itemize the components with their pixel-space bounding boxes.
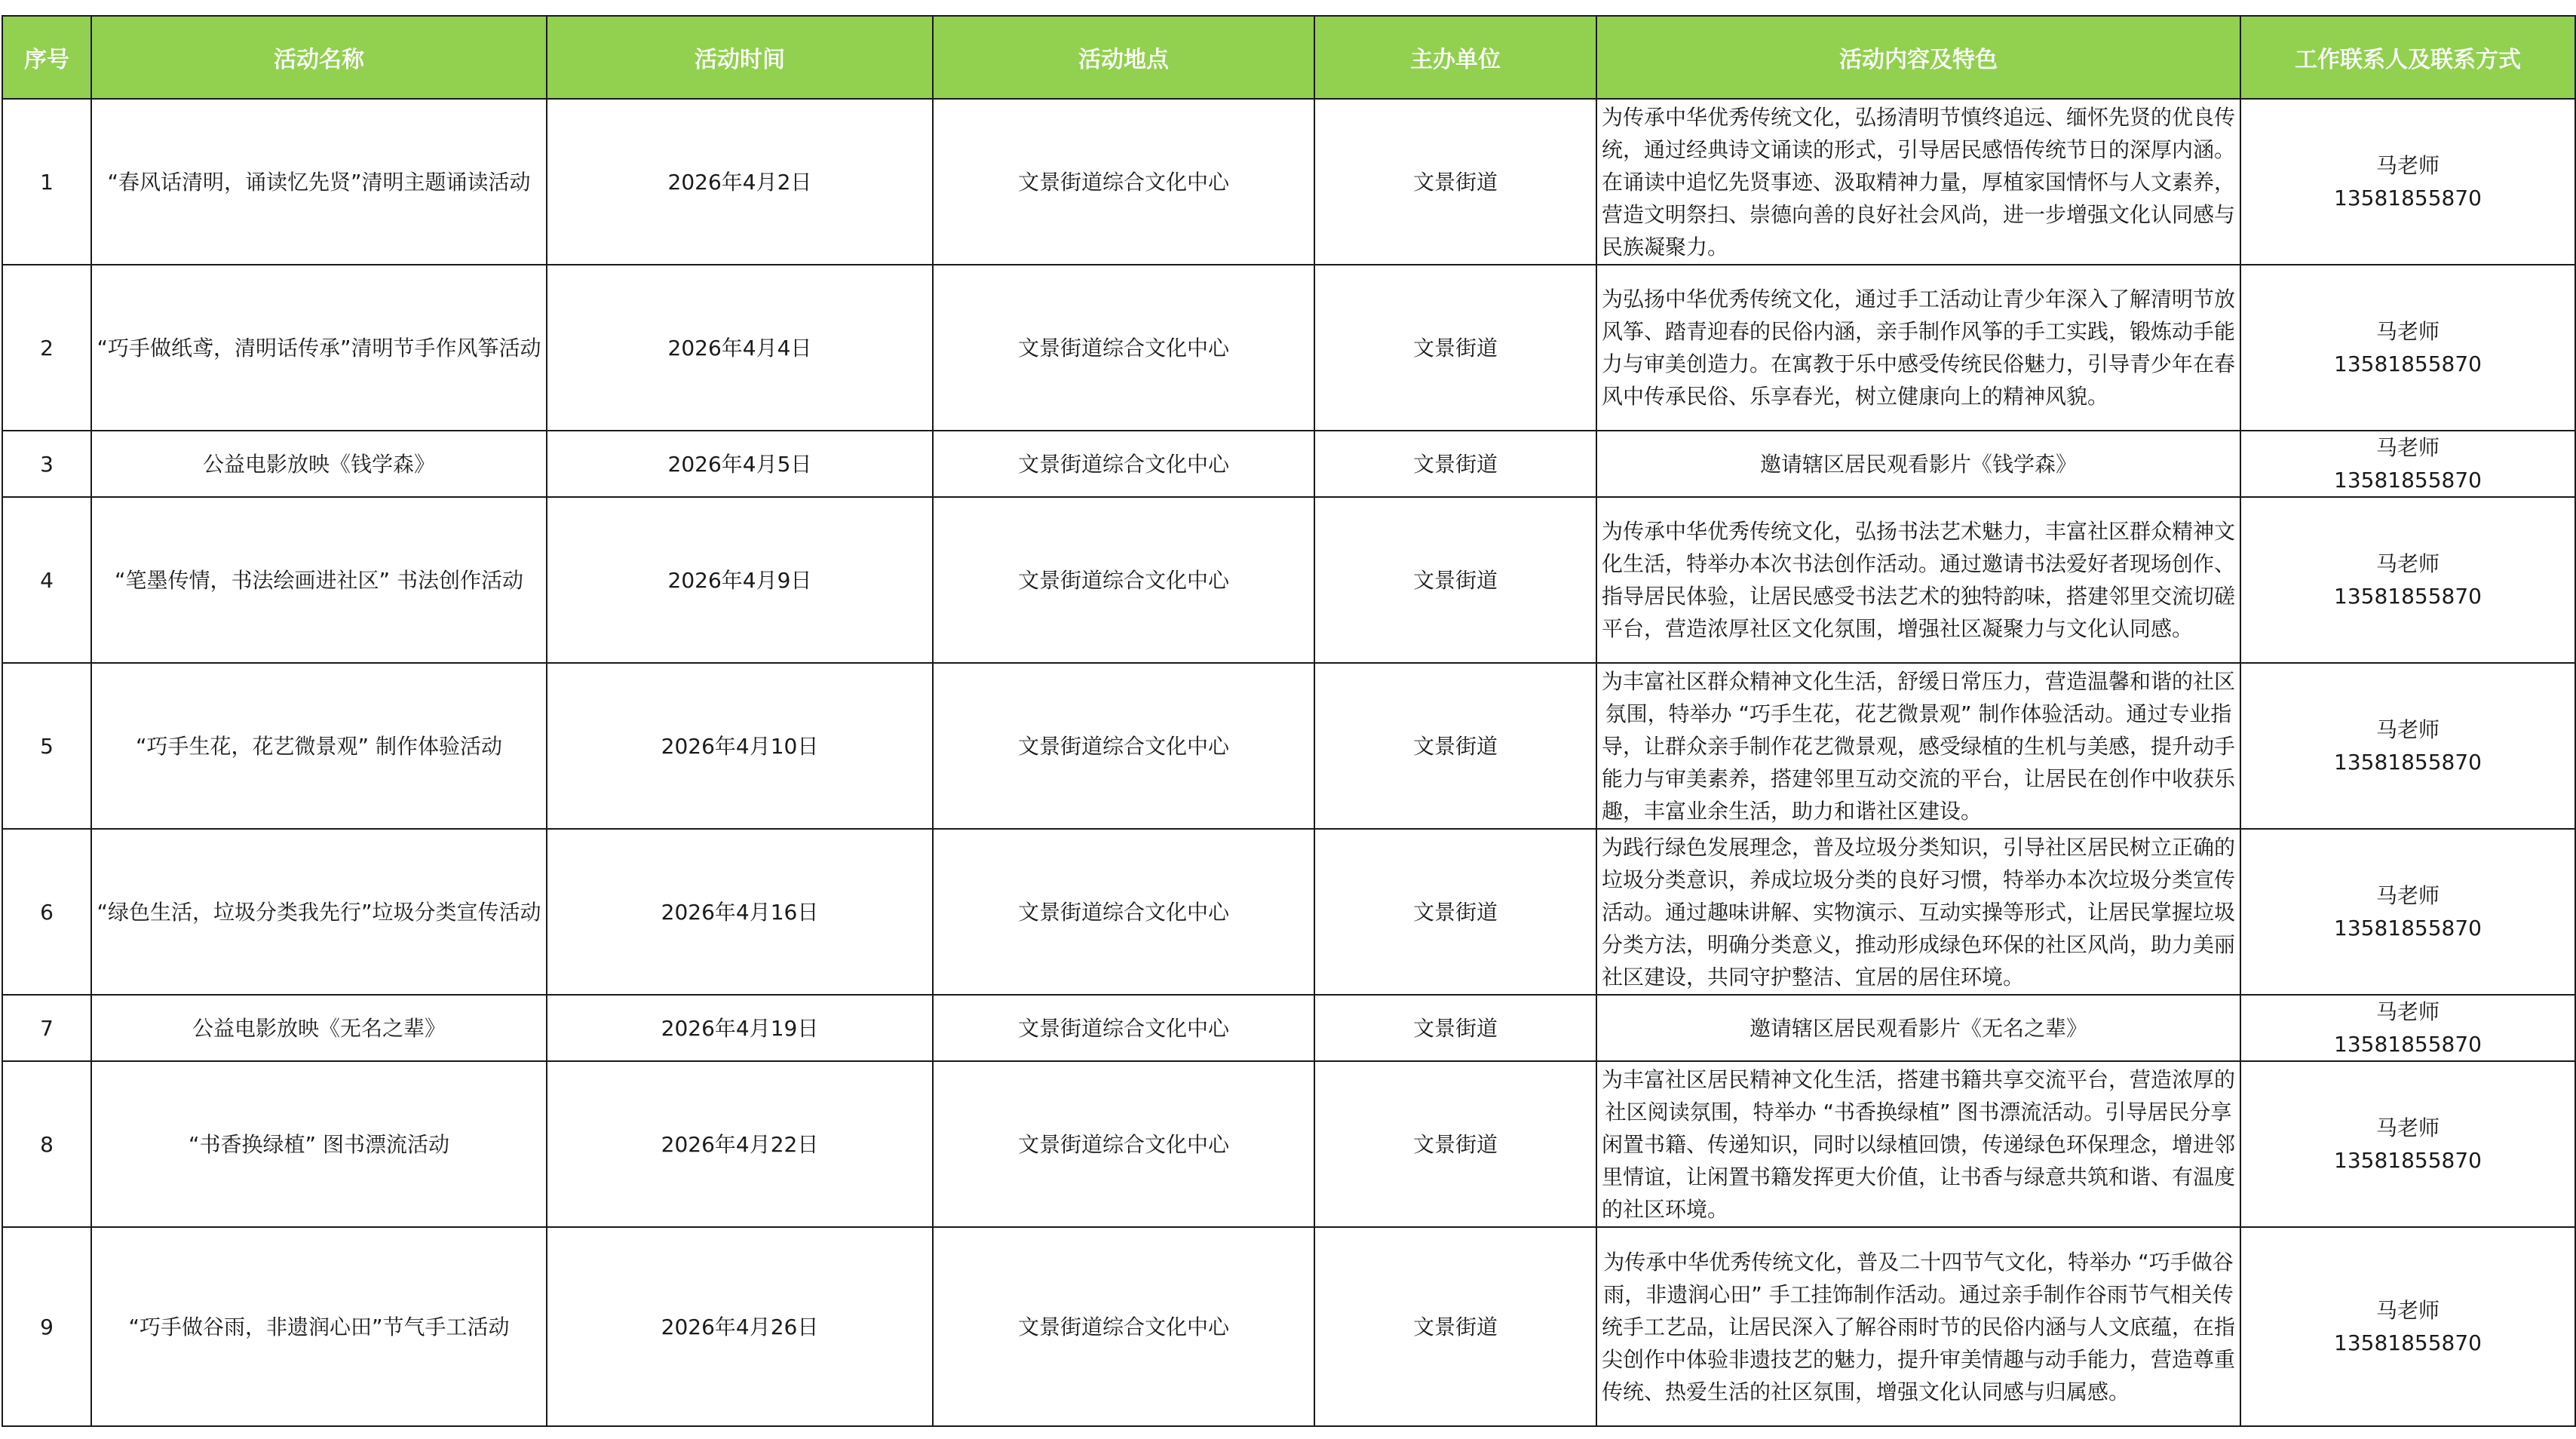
header-organizer[interactable]: 主办单位: [1314, 16, 1596, 99]
contact-phone: 13581855870: [2334, 186, 2482, 210]
cell-time[interactable]: 2026年4月2日: [547, 99, 933, 265]
table-row: [2, 663, 2575, 829]
cell-time[interactable]: 2026年4月26日: [547, 1227, 933, 1426]
cell-organizer[interactable]: 文景街道: [1314, 663, 1596, 829]
cell-time[interactable]: 2026年4月22日: [547, 1061, 933, 1227]
cell-place[interactable]: 文景街道综合文化中心: [933, 265, 1314, 431]
cell-content[interactable]: 邀请辖区居民观看影片《钱学森》: [1596, 431, 2240, 497]
cell-content[interactable]: 为丰富社区群众精神文化生活，舒缓日常压力，营造温馨和谐的社区氛围，特举办 “巧手生花，花艺微景观” 制作体验活动。通过专业指导，让群众亲手制作花艺微景观，感受绿植的生机与美感，提升动手能力与审美素养，搭建邻里互动交流的平台，让居民在创作中收获乐趣，丰富业余生活，助力和谐社区建设。: [1596, 663, 2240, 829]
cell-contact[interactable]: [2240, 995, 2575, 1061]
cell-contact[interactable]: [2240, 1227, 2575, 1426]
cell-time[interactable]: 2026年4月19日: [547, 995, 933, 1061]
cell-name[interactable]: 公益电影放映《无名之辈》: [91, 995, 547, 1061]
cell-organizer[interactable]: 文景街道: [1314, 431, 1596, 497]
cell-place[interactable]: 文景街道综合文化中心: [933, 99, 1314, 265]
header-content[interactable]: 活动内容及特色: [1596, 16, 2240, 99]
cell-contact[interactable]: [2240, 829, 2575, 995]
cell-no[interactable]: 8: [2, 1061, 91, 1227]
cell-organizer[interactable]: 文景街道: [1314, 995, 1596, 1061]
contact-phone: 13581855870: [2334, 916, 2482, 940]
cell-organizer[interactable]: 文景街道: [1314, 265, 1596, 431]
cell-contact[interactable]: [2240, 1061, 2575, 1227]
contact-phone: 13581855870: [2334, 1148, 2482, 1173]
contact-name: 马老师: [2375, 153, 2440, 178]
header-row: [2, 16, 2575, 99]
contact-name: 马老师: [2375, 1115, 2440, 1140]
contact-phone: 13581855870: [2334, 1330, 2482, 1355]
table-row: [2, 1227, 2575, 1426]
contact-name: 马老师: [2375, 717, 2440, 742]
cell-no[interactable]: 1: [2, 99, 91, 265]
cell-content[interactable]: 为传承中华优秀传统文化，普及二十四节气文化，特举办 “巧手做谷雨，非遗润心田” 手工挂饰制作活动。通过亲手制作谷雨节气相关传统手工艺品，让居民深入了解谷雨时节的民俗内涵与人文底蕴，在指尖创作中体验非遗技艺的魅力，提升审美情趣与动手能力，营造尊重传统、热爱生活的社区氛围，增强文化认同感与归属感。: [1596, 1227, 2240, 1426]
contact-phone: 13581855870: [2334, 584, 2482, 609]
header-time[interactable]: 活动时间: [547, 16, 933, 99]
cell-content[interactable]: 为弘扬中华优秀传统文化，通过手工活动让青少年深入了解清明节放风筝、踏青迎春的民俗内涵，亲手制作风筝的手工实践，锻炼动手能力与审美创造力。在寓教于乐中感受传统民俗魅力，引导青少年在春风中传承民俗、乐享春光，树立健康向上的精神风貌。: [1596, 265, 2240, 431]
cell-time[interactable]: 2026年4月9日: [547, 497, 933, 663]
contact-phone: 13581855870: [2334, 1032, 2482, 1057]
table-row: [2, 995, 2575, 1061]
table-row: [2, 497, 2575, 663]
contact-phone: 13581855870: [2334, 468, 2482, 492]
contact-name: 马老师: [2375, 435, 2440, 460]
cell-place[interactable]: 文景街道综合文化中心: [933, 995, 1314, 1061]
cell-place[interactable]: 文景街道综合文化中心: [933, 663, 1314, 829]
contact-phone: 13581855870: [2334, 750, 2482, 775]
contact-name: 马老师: [2375, 551, 2440, 576]
cell-no[interactable]: 2: [2, 265, 91, 431]
contact-name: 马老师: [2375, 999, 2440, 1024]
cell-no[interactable]: 3: [2, 431, 91, 497]
cell-name[interactable]: “绿色生活，垃圾分类我先行”垃圾分类宣传活动: [91, 829, 547, 995]
header-contact[interactable]: 工作联系人及联系方式: [2240, 16, 2575, 99]
cell-organizer[interactable]: 文景街道: [1314, 99, 1596, 265]
contact-name: 马老师: [2375, 1298, 2440, 1323]
cell-contact[interactable]: [2240, 497, 2575, 663]
cell-contact[interactable]: [2240, 265, 2575, 431]
cell-no[interactable]: 6: [2, 829, 91, 995]
cell-time[interactable]: 2026年4月16日: [547, 829, 933, 995]
cell-organizer[interactable]: 文景街道: [1314, 497, 1596, 663]
cell-content[interactable]: 为丰富社区居民精神文化生活，搭建书籍共享交流平台，营造浓厚的社区阅读氛围，特举办 “书香换绿植” 图书漂流活动。引导居民分享闲置书籍、传递知识，同时以绿植回馈，传递绿色环保理念，增进邻里情谊，让闲置书籍发挥更大价值，让书香与绿意共筑和谐、有温度的社区环境。: [1596, 1061, 2240, 1227]
cell-contact[interactable]: [2240, 431, 2575, 497]
header-no[interactable]: 序号: [2, 16, 91, 99]
cell-contact[interactable]: [2240, 99, 2575, 265]
cell-name[interactable]: “巧手做纸鸢，清明话传承”清明节手作风筝活动: [91, 265, 547, 431]
cell-name[interactable]: “笔墨传情，书法绘画进社区” 书法创作活动: [91, 497, 547, 663]
contact-name: 马老师: [2375, 883, 2440, 908]
cell-place[interactable]: 文景街道综合文化中心: [933, 497, 1314, 663]
cell-name[interactable]: “巧手做谷雨，非遗润心田”节气手工活动: [91, 1227, 547, 1426]
cell-name[interactable]: “春风话清明，诵读忆先贤”清明主题诵读活动: [91, 99, 547, 265]
header-name[interactable]: 活动名称: [91, 16, 547, 99]
cell-no[interactable]: 4: [2, 497, 91, 663]
cell-name[interactable]: “巧手生花，花艺微景观” 制作体验活动: [91, 663, 547, 829]
cell-content[interactable]: 为传承中华优秀传统文化，弘扬书法艺术魅力，丰富社区群众精神文化生活，特举办本次书法创作活动。通过邀请书法爱好者现场创作、指导居民体验，让居民感受书法艺术的独特韵味，搭建邻里交流切磋平台，营造浓厚社区文化氛围，增强社区凝聚力与文化认同感。: [1596, 497, 2240, 663]
cell-time[interactable]: 2026年4月4日: [547, 265, 933, 431]
cell-no[interactable]: 5: [2, 663, 91, 829]
activity-table: [2, 15, 2576, 1427]
table-row: [2, 265, 2575, 431]
cell-name[interactable]: “书香换绿植” 图书漂流活动: [91, 1061, 547, 1227]
table-row: [2, 829, 2575, 995]
cell-no[interactable]: 9: [2, 1227, 91, 1426]
contact-name: 马老师: [2375, 319, 2440, 344]
cell-place[interactable]: 文景街道综合文化中心: [933, 829, 1314, 995]
cell-content[interactable]: 为传承中华优秀传统文化，弘扬清明节慎终追远、缅怀先贤的优良传统，通过经典诗文诵读的形式，引导居民感悟传统节日的深厚内涵。在诵读中追忆先贤事迹、汲取精神力量，厚植家国情怀与人文素养，营造文明祭扫、崇德向善的良好社会风尚，进一步增强文化认同感与民族凝聚力。: [1596, 99, 2240, 265]
cell-organizer[interactable]: 文景街道: [1314, 1061, 1596, 1227]
cell-place[interactable]: 文景街道综合文化中心: [933, 1061, 1314, 1227]
table-row: [2, 1061, 2575, 1227]
cell-content[interactable]: 邀请辖区居民观看影片《无名之辈》: [1596, 995, 2240, 1061]
cell-no[interactable]: 7: [2, 995, 91, 1061]
cell-name[interactable]: 公益电影放映《钱学森》: [91, 431, 547, 497]
cell-time[interactable]: 2026年4月5日: [547, 431, 933, 497]
cell-place[interactable]: 文景街道综合文化中心: [933, 431, 1314, 497]
contact-phone: 13581855870: [2334, 351, 2482, 376]
cell-organizer[interactable]: 文景街道: [1314, 1227, 1596, 1426]
table-row: [2, 431, 2575, 497]
cell-place[interactable]: 文景街道综合文化中心: [933, 1227, 1314, 1426]
cell-content[interactable]: 为践行绿色发展理念，普及垃圾分类知识，引导社区居民树立正确的垃圾分类意识，养成垃圾分类的良好习惯，特举办本次垃圾分类宣传活动。通过趣味讲解、实物演示、互动实操等形式，让居民掌握垃圾分类方法，明确分类意义，推动形成绿色环保的社区风尚，助力美丽社区建设，共同守护整洁、宜居的居住环境。: [1596, 829, 2240, 995]
header-place[interactable]: 活动地点: [933, 16, 1314, 99]
cell-organizer[interactable]: 文景街道: [1314, 829, 1596, 995]
cell-time[interactable]: 2026年4月10日: [547, 663, 933, 829]
table-row: [2, 99, 2575, 265]
cell-contact[interactable]: [2240, 663, 2575, 829]
